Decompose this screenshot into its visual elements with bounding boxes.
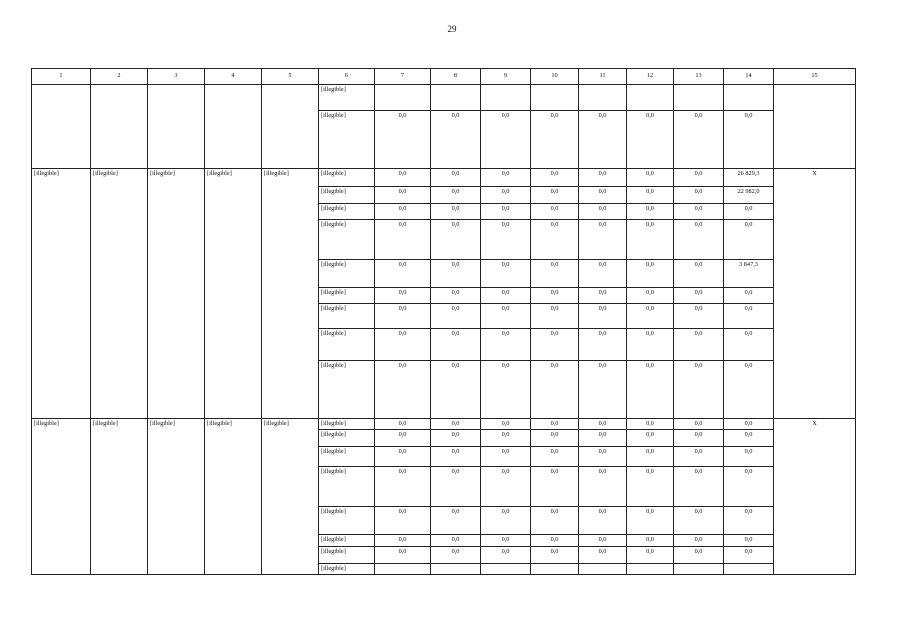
header-cell: 11 <box>579 69 627 85</box>
recipient-cell: [illegible] <box>262 419 319 575</box>
measure-task-cell: [illegible] <box>91 419 148 575</box>
value-cell: 0,0 <box>579 187 627 204</box>
source-label-cell: [illegible] <box>319 329 375 361</box>
value-cell: 0,0 <box>627 419 674 430</box>
total-cell: 0,0 <box>724 430 774 447</box>
value-cell: 0,0 <box>531 260 579 288</box>
value-cell: 0,0 <box>627 447 674 467</box>
value-cell: 0,0 <box>375 220 431 260</box>
source-label-cell: [illegible] <box>319 467 375 507</box>
header-cell: 13 <box>674 69 724 85</box>
value-cell: 0,0 <box>579 169 627 187</box>
table-row <box>32 85 856 111</box>
value-cell: 0,0 <box>375 304 431 329</box>
empty-cell <box>32 85 91 169</box>
empty-cell <box>91 85 148 169</box>
value-cell: 0,0 <box>481 260 531 288</box>
value-cell: 0,0 <box>674 220 724 260</box>
header-cell: 12 <box>627 69 674 85</box>
value-cell: 0,0 <box>674 430 724 447</box>
value-cell: 0,0 <box>531 507 579 535</box>
value-cell: 0,0 <box>481 546 531 563</box>
source-label-cell: [illegible] <box>319 507 375 535</box>
value-cell: 0,0 <box>431 220 481 260</box>
value-cell: 0,0 <box>579 204 627 220</box>
value-cell: 0,0 <box>481 329 531 361</box>
value-cell: 0,0 <box>627 361 674 419</box>
value-cell: 0,0 <box>579 419 627 430</box>
header-cell: 14 <box>724 69 774 85</box>
value-cell: 0,0 <box>531 430 579 447</box>
value-cell: 0,0 <box>579 329 627 361</box>
value-cell: 0,0 <box>431 467 481 507</box>
value-cell: 0,0 <box>431 361 481 419</box>
source-label-cell: [illegible] <box>319 304 375 329</box>
value-cell <box>579 85 627 111</box>
value-cell: 0,0 <box>531 329 579 361</box>
value-cell: 0,0 <box>531 419 579 430</box>
value-cell: 0,0 <box>431 507 481 535</box>
value-cell: 0,0 <box>481 507 531 535</box>
source-label-cell: [illegible] <box>319 85 375 111</box>
value-cell: 0,0 <box>674 546 724 563</box>
customer-cell: [illegible] <box>205 419 262 575</box>
executor-cell: [illegible] <box>148 419 205 575</box>
value-cell: 0,0 <box>531 535 579 546</box>
measure-task-cell: [illegible] <box>91 169 148 419</box>
value-cell: 0,0 <box>627 260 674 288</box>
value-cell: 0,0 <box>531 204 579 220</box>
value-cell: 0,0 <box>481 220 531 260</box>
value-cell: 0,0 <box>674 329 724 361</box>
recipient-cell: [illegible] <box>262 169 319 419</box>
value-cell: 0,0 <box>481 467 531 507</box>
source-label-cell: [illegible] <box>319 220 375 260</box>
total-cell: 0,0 <box>724 111 774 169</box>
value-cell: 0,0 <box>627 187 674 204</box>
total-cell: 22 982,0 <box>724 187 774 204</box>
table-body <box>32 85 856 575</box>
value-cell: 0,0 <box>431 304 481 329</box>
value-cell: 0,0 <box>674 260 724 288</box>
source-label-cell: [illegible] <box>319 260 375 288</box>
value-cell: 0,0 <box>579 535 627 546</box>
source-label-cell: [illegible] <box>319 361 375 419</box>
value-cell: 0,0 <box>375 419 431 430</box>
value-cell: 0,0 <box>375 187 431 204</box>
result-cell: X <box>774 169 856 419</box>
value-cell: 0,0 <box>674 111 724 169</box>
value-cell: 0,0 <box>627 467 674 507</box>
header-cell: 4 <box>205 69 262 85</box>
value-cell: 0,0 <box>674 304 724 329</box>
empty-cell <box>205 85 262 169</box>
value-cell: 0,0 <box>481 111 531 169</box>
value-cell: 0,0 <box>579 546 627 563</box>
header-cell: 7 <box>375 69 431 85</box>
value-cell: 0,0 <box>627 430 674 447</box>
value-cell: 0,0 <box>579 447 627 467</box>
value-cell <box>431 85 481 111</box>
total-cell <box>724 85 774 111</box>
empty-cell <box>262 85 319 169</box>
value-cell: 0,0 <box>481 535 531 546</box>
source-label-cell: [illegible] <box>319 535 375 546</box>
value-cell: 0,0 <box>375 329 431 361</box>
value-cell: 0,0 <box>431 535 481 546</box>
value-cell: 0,0 <box>627 304 674 329</box>
header-cell: 9 <box>481 69 531 85</box>
value-cell: 0,0 <box>627 111 674 169</box>
value-cell: 0,0 <box>579 220 627 260</box>
customer-cell: [illegible] <box>205 169 262 419</box>
value-cell: 0,0 <box>674 288 724 304</box>
value-cell: 0,0 <box>481 288 531 304</box>
value-cell: 0,0 <box>375 507 431 535</box>
header-cell: 6 <box>319 69 375 85</box>
value-cell <box>674 85 724 111</box>
value-cell <box>674 563 724 574</box>
header-cell: 1 <box>32 69 91 85</box>
value-cell: 0,0 <box>674 187 724 204</box>
total-cell: 3 847,3 <box>724 260 774 288</box>
value-cell: 0,0 <box>579 111 627 169</box>
value-cell: 0,0 <box>531 361 579 419</box>
value-cell: 0,0 <box>375 169 431 187</box>
source-label-cell: [illegible] <box>319 169 375 187</box>
value-cell: 0,0 <box>627 220 674 260</box>
value-cell: 0,0 <box>627 507 674 535</box>
value-cell: 0,0 <box>674 204 724 220</box>
value-cell: 0,0 <box>579 260 627 288</box>
empty-cell <box>774 85 856 169</box>
empty-cell <box>148 85 205 169</box>
value-cell: 0,0 <box>375 447 431 467</box>
value-cell: 0,0 <box>431 111 481 169</box>
value-cell: 0,0 <box>627 546 674 563</box>
value-cell <box>531 85 579 111</box>
page-number: 29 <box>447 24 457 34</box>
value-cell: 0,0 <box>431 430 481 447</box>
value-cell: 0,0 <box>579 467 627 507</box>
total-cell: 0,0 <box>724 304 774 329</box>
total-cell: 0,0 <box>724 329 774 361</box>
total-cell <box>724 563 774 574</box>
value-cell: 0,0 <box>627 204 674 220</box>
value-cell: 0,0 <box>531 220 579 260</box>
total-cell: 0,0 <box>724 220 774 260</box>
value-cell <box>627 563 674 574</box>
budget-table <box>31 68 856 575</box>
total-cell: 0,0 <box>724 204 774 220</box>
value-cell: 0,0 <box>431 447 481 467</box>
value-cell: 0,0 <box>375 535 431 546</box>
source-label-cell: [illegible] <box>319 288 375 304</box>
value-cell: 0,0 <box>375 204 431 220</box>
value-cell <box>481 85 531 111</box>
value-cell: 0,0 <box>627 288 674 304</box>
value-cell: 0,0 <box>531 111 579 169</box>
value-cell: 0,0 <box>674 535 724 546</box>
value-cell: 0,0 <box>375 546 431 563</box>
value-cell: 0,0 <box>431 260 481 288</box>
value-cell: 0,0 <box>481 304 531 329</box>
value-cell: 0,0 <box>674 419 724 430</box>
header-cell: 3 <box>148 69 205 85</box>
value-cell: 0,0 <box>481 204 531 220</box>
value-cell: 0,0 <box>579 288 627 304</box>
total-cell: 26 829,3 <box>724 169 774 187</box>
source-label-cell: [illegible] <box>319 546 375 563</box>
value-cell <box>627 85 674 111</box>
value-cell: 0,0 <box>531 187 579 204</box>
total-cell: 0,0 <box>724 467 774 507</box>
value-cell: 0,0 <box>431 187 481 204</box>
value-cell: 0,0 <box>579 304 627 329</box>
result-cell: X <box>774 419 856 575</box>
value-cell: 0,0 <box>674 361 724 419</box>
value-cell: 0,0 <box>481 430 531 447</box>
value-cell: 0,0 <box>627 535 674 546</box>
value-cell: 0,0 <box>674 447 724 467</box>
total-cell: 0,0 <box>724 288 774 304</box>
source-label-cell: [illegible] <box>319 447 375 467</box>
value-cell <box>579 563 627 574</box>
value-cell: 0,0 <box>531 467 579 507</box>
source-label-cell: [illegible] <box>319 430 375 447</box>
value-cell: 0,0 <box>627 169 674 187</box>
value-cell <box>431 563 481 574</box>
value-cell: 0,0 <box>375 361 431 419</box>
total-cell: 0,0 <box>724 507 774 535</box>
table-row <box>32 419 856 430</box>
source-label-cell: [illegible] <box>319 563 375 574</box>
measure-name-cell: [illegible] <box>32 419 91 575</box>
value-cell <box>481 563 531 574</box>
source-label-cell: [illegible] <box>319 111 375 169</box>
value-cell: 0,0 <box>531 546 579 563</box>
value-cell: 0,0 <box>531 288 579 304</box>
header-cell: 5 <box>262 69 319 85</box>
value-cell <box>375 563 431 574</box>
value-cell <box>375 85 431 111</box>
header-cell: 8 <box>431 69 481 85</box>
value-cell: 0,0 <box>375 260 431 288</box>
total-cell: 0,0 <box>724 535 774 546</box>
value-cell: 0,0 <box>481 361 531 419</box>
header-cell: 10 <box>531 69 579 85</box>
value-cell: 0,0 <box>431 204 481 220</box>
source-label-cell: [illegible] <box>319 187 375 204</box>
value-cell: 0,0 <box>531 304 579 329</box>
value-cell: 0,0 <box>481 447 531 467</box>
value-cell: 0,0 <box>674 467 724 507</box>
value-cell: 0,0 <box>375 288 431 304</box>
header-cell: 2 <box>91 69 148 85</box>
value-cell: 0,0 <box>431 546 481 563</box>
value-cell <box>531 563 579 574</box>
value-cell: 0,0 <box>674 169 724 187</box>
total-cell: 0,0 <box>724 419 774 430</box>
value-cell: 0,0 <box>375 467 431 507</box>
value-cell: 0,0 <box>431 419 481 430</box>
executor-cell: [illegible] <box>148 169 205 419</box>
value-cell: 0,0 <box>481 187 531 204</box>
value-cell: 0,0 <box>579 507 627 535</box>
value-cell: 0,0 <box>531 447 579 467</box>
total-cell: 0,0 <box>724 546 774 563</box>
source-label-cell: [illegible] <box>319 204 375 220</box>
value-cell: 0,0 <box>481 169 531 187</box>
value-cell: 0,0 <box>431 169 481 187</box>
total-cell: 0,0 <box>724 447 774 467</box>
value-cell: 0,0 <box>481 419 531 430</box>
value-cell: 0,0 <box>579 430 627 447</box>
value-cell: 0,0 <box>431 329 481 361</box>
source-label-cell: [illegible] <box>319 419 375 430</box>
value-cell: 0,0 <box>674 507 724 535</box>
value-cell: 0,0 <box>627 329 674 361</box>
header-cell: 15 <box>774 69 856 85</box>
table-row <box>32 169 856 187</box>
total-cell: 0,0 <box>724 361 774 419</box>
value-cell: 0,0 <box>375 111 431 169</box>
value-cell: 0,0 <box>375 430 431 447</box>
value-cell: 0,0 <box>579 361 627 419</box>
value-cell: 0,0 <box>531 169 579 187</box>
value-cell: 0,0 <box>431 288 481 304</box>
measure-name-cell: [illegible] <box>32 169 91 419</box>
header-row <box>32 69 856 85</box>
